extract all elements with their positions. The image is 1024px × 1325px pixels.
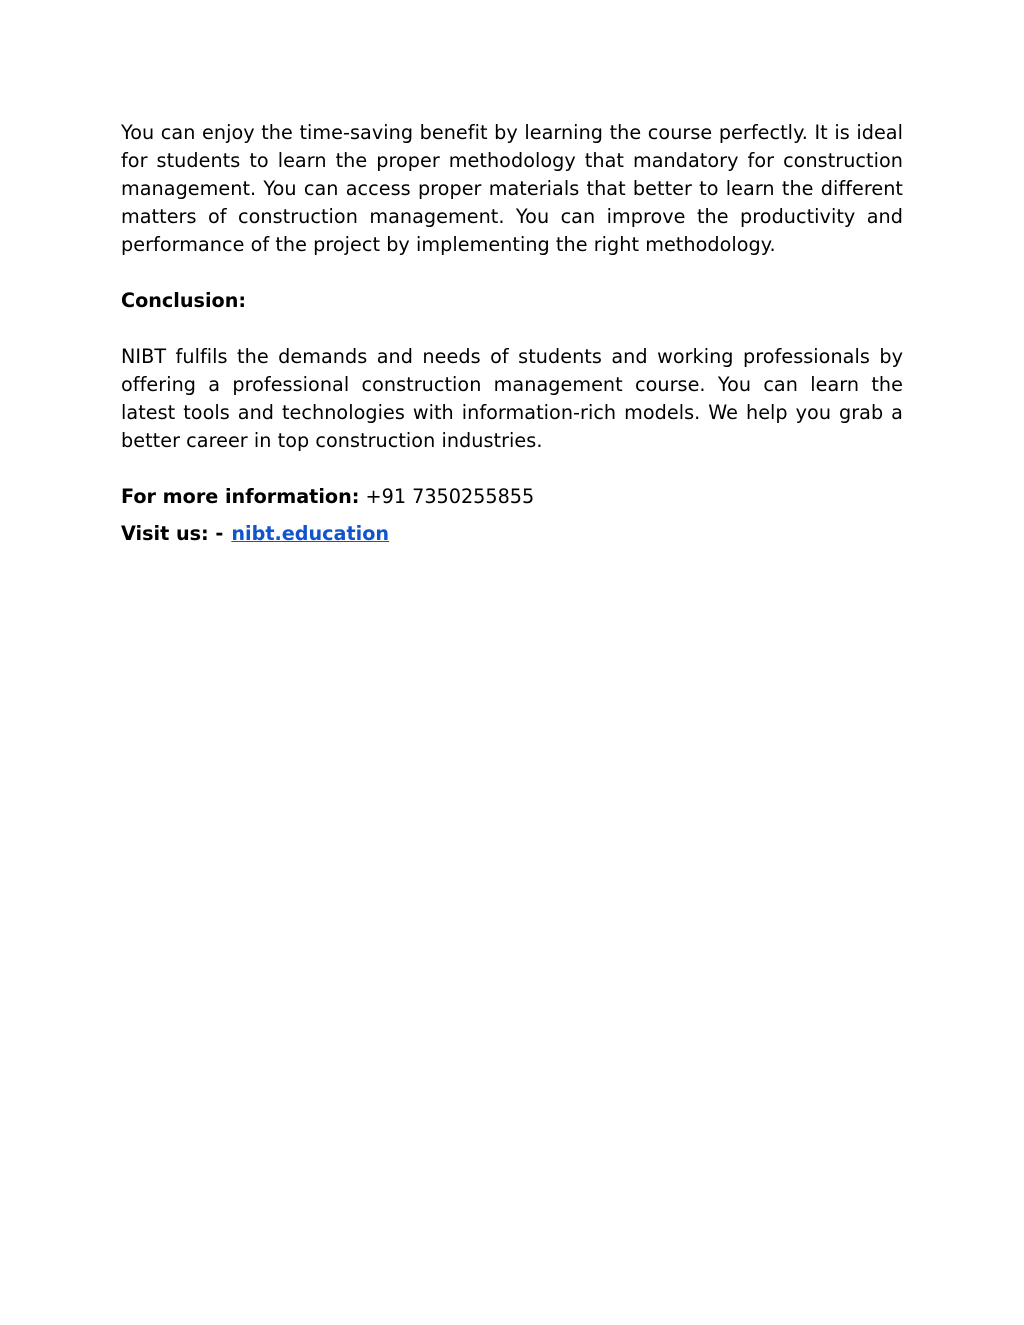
conclusion-heading: Conclusion: — [121, 289, 247, 312]
paragraph-conclusion: NIBT fulfils the demands and needs of students and working professionals by offering a professional construction management course. You can learn the latest tools and technologies with information-rich models. We help you grab a better career in top construction industries. — [121, 345, 903, 452]
paragraph-intro: You can enjoy the time-saving benefit by learning the course perfectly. It is ideal for students to learn the proper methodology that mandatory for construction management. You can access proper materials that better to learn the different matters of construction management. You can improve the productivity and performance of the project by implementing the right methodology. — [121, 121, 903, 256]
website-link[interactable]: nibt.education — [231, 522, 390, 545]
visit-label: Visit us: - — [121, 522, 224, 545]
visit-line — [121, 520, 903, 548]
more-info-label: For more information: — [121, 485, 360, 508]
more-info-line — [121, 483, 903, 511]
phone-number: +91 7350255855 — [365, 485, 535, 508]
document-body — [121, 119, 903, 548]
